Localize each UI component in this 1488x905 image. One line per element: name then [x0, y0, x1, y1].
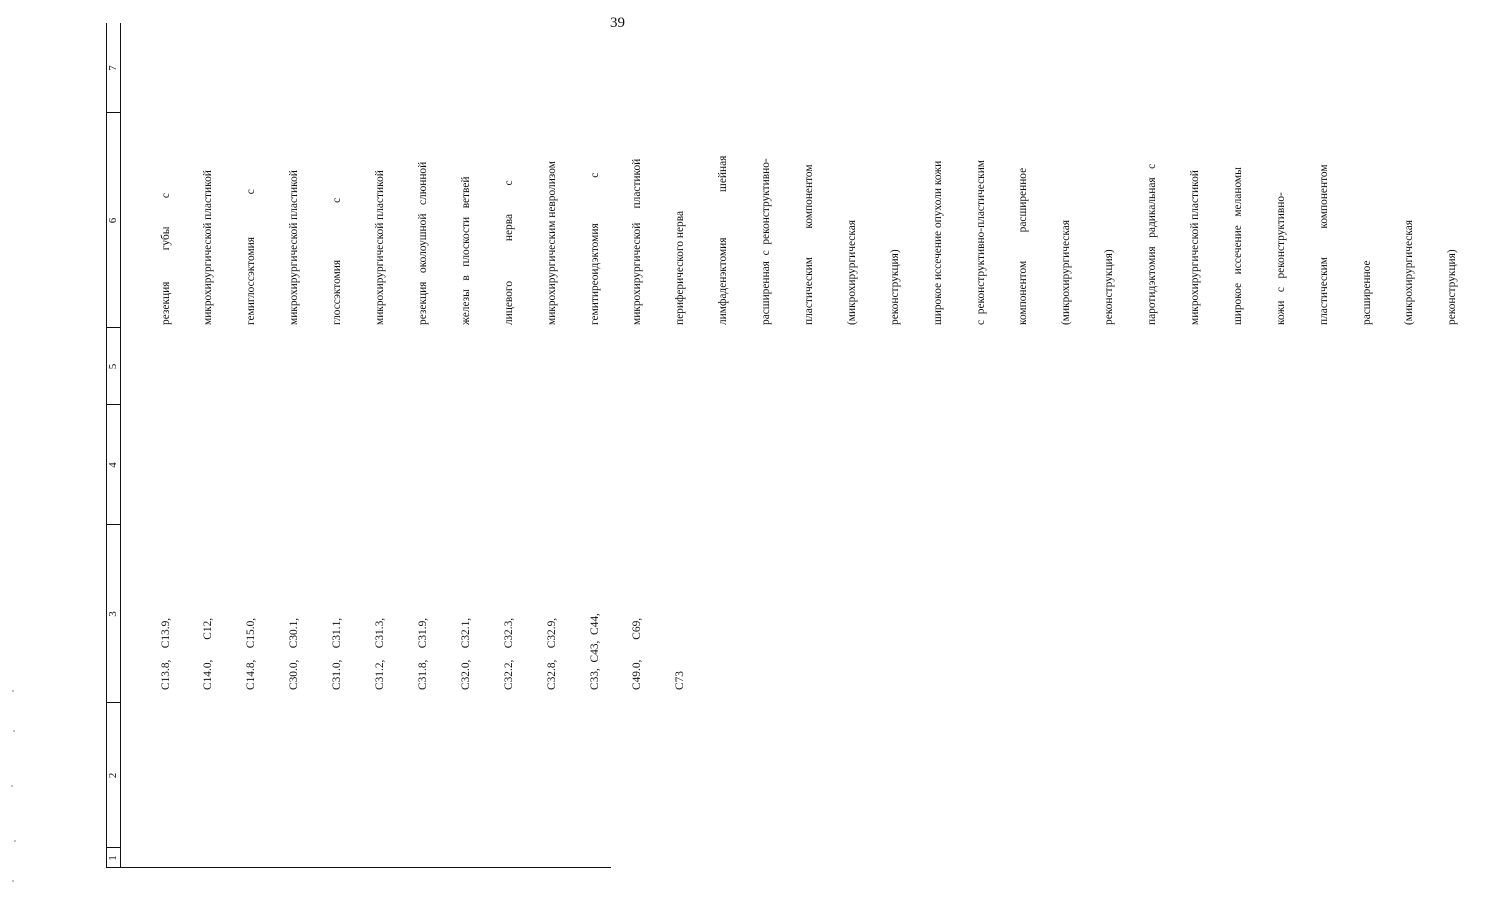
treatment-line: пластическим компонентом — [1317, 164, 1330, 325]
icd-code-line: C31.8, C31.9, — [416, 617, 429, 690]
icd-code-line: C31.0, C31.1, — [331, 617, 344, 690]
treatment-line: расширенное — [1360, 260, 1373, 325]
treatment-line: паротидэктомия радикальная с — [1146, 163, 1159, 325]
treatment-line: лицевого нерва с — [502, 180, 515, 325]
treatment-line: компонентом расширенное — [1017, 167, 1030, 325]
icd-code-line: C30.0, C30.1, — [288, 617, 301, 690]
treatment-line: широкое иссечение меланомы — [1231, 167, 1244, 325]
treatment-line: кожи с реконструктивно- — [1274, 192, 1287, 325]
treatment-line: (микрохирургическая — [1060, 219, 1073, 325]
treatment-line: с реконструктивно-пластическим — [974, 159, 987, 325]
treatment-line: гемитиреоидэктомия с — [588, 172, 601, 325]
icd-code-line: C13.8, C13.9, — [159, 617, 172, 690]
page-number: 39 — [610, 15, 625, 31]
treatment-line: микрохирургической пластикой — [374, 170, 387, 325]
icd-code-line: C32.2, C32.3, — [502, 617, 515, 690]
rotated-table — [106, 23, 1459, 868]
treatment-line: пластическим компонентом — [802, 164, 815, 325]
table-left-border — [106, 867, 611, 868]
icd-code-line: C49.0, C69, — [631, 617, 644, 690]
treatment-line: резекция губы с — [159, 193, 172, 325]
header-row-divider — [120, 23, 121, 868]
treatment-line: реконструкция) — [1446, 249, 1459, 325]
column-number-1: 1 — [107, 855, 119, 861]
treatment-line: микрохирургической пластикой — [288, 170, 301, 325]
treatment-line: микрохирургической пластикой — [631, 158, 644, 325]
treatment-line: микрохирургической пластикой — [1188, 170, 1201, 325]
treatment-line: реконструкция) — [1103, 249, 1116, 325]
treatment-methods-cell — [130, 95, 1488, 325]
treatment-line: резекция околоушной слюнной — [416, 161, 429, 325]
treatment-line: микрохирургической пластикой — [202, 170, 215, 325]
treatment-line: глоссэктомия с — [331, 197, 344, 325]
treatment-line: (микрохирургическая — [1403, 219, 1416, 325]
treatment-line: периферического нерва — [674, 210, 687, 325]
column-number-2: 2 — [107, 772, 119, 779]
icd-code-line: C14.0, C12, — [202, 617, 215, 690]
treatment-line: гемиглоссэктомия с — [245, 189, 258, 325]
icd-code-line: C33, C43, C44, — [588, 613, 601, 690]
icd-codes-cell — [130, 500, 716, 690]
treatment-line: лимфаденэктомия шейная — [717, 155, 730, 325]
column-number-4: 4 — [107, 462, 119, 468]
column-number-7: 7 — [107, 65, 119, 71]
treatment-line: расширенная с реконструктивно- — [760, 158, 773, 325]
column-number-3: 3 — [107, 611, 119, 617]
treatment-line: широкое иссечение опухоли кожи — [931, 160, 944, 325]
treatment-line: железы в плоскости ветвей — [459, 176, 472, 325]
icd-code-line: C32.8, C32.9, — [545, 617, 558, 690]
icd-code-line: C31.2, C31.3, — [374, 617, 387, 690]
treatment-line: реконструкция) — [888, 249, 901, 325]
icd-code-line: C73 — [674, 671, 687, 690]
icd-code-line: C32.0, C32.1, — [459, 617, 472, 690]
treatment-line: (микрохирургическая — [845, 219, 858, 325]
column-number-6: 6 — [107, 217, 119, 224]
treatment-line: микрохирургическим невролизом — [545, 161, 558, 325]
scan-margin-marks — [2, 690, 32, 890]
column-number-5: 5 — [107, 363, 119, 370]
icd-code-line: C14.8, C15.0, — [245, 617, 258, 690]
